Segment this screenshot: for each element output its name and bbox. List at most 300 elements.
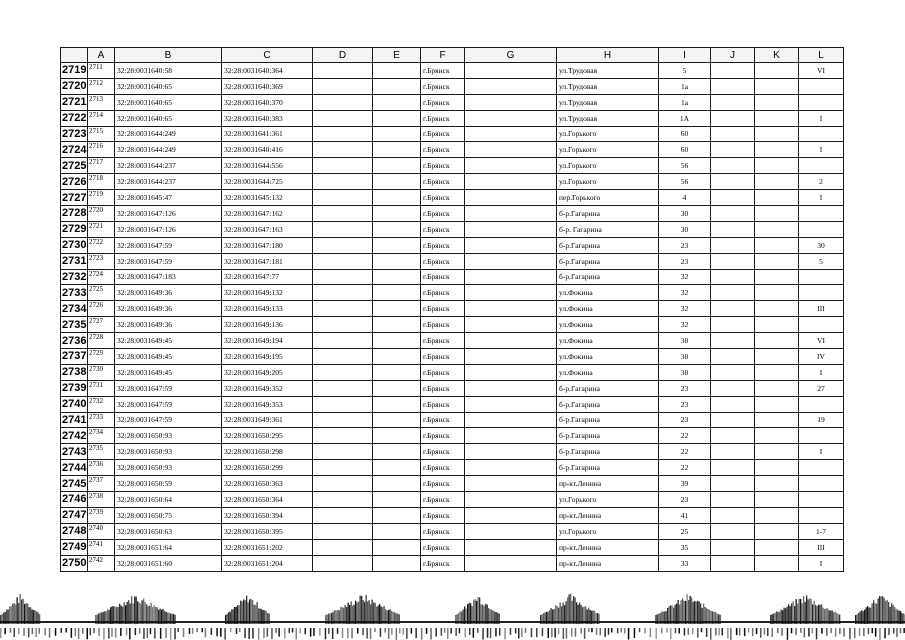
cell-f[interactable]: г.Брянск bbox=[421, 269, 465, 285]
cell-f[interactable]: г.Брянск bbox=[421, 317, 465, 333]
cell-l[interactable]: 1-7 bbox=[799, 523, 844, 539]
cell-d[interactable] bbox=[313, 428, 373, 444]
cell-g[interactable] bbox=[465, 126, 557, 142]
cell-c[interactable]: 32:28:0031645:132 bbox=[222, 190, 313, 206]
cell-i[interactable]: 23 bbox=[659, 492, 711, 508]
cell-k[interactable] bbox=[755, 317, 799, 333]
cell-a[interactable]: 2717 bbox=[88, 158, 115, 174]
cell-d[interactable] bbox=[313, 63, 373, 79]
cell-g[interactable] bbox=[465, 253, 557, 269]
cell-f[interactable]: г.Брянск bbox=[421, 63, 465, 79]
cell-d[interactable] bbox=[313, 412, 373, 428]
cell-h[interactable]: б-р.Гагарина bbox=[557, 396, 659, 412]
row-number[interactable]: 2724 bbox=[62, 143, 87, 156]
cell-b[interactable]: 32:28:0031644:249 bbox=[115, 142, 222, 158]
cell-l[interactable]: VI bbox=[799, 333, 844, 349]
cell-g[interactable] bbox=[465, 190, 557, 206]
cell-b[interactable]: 32:28:0031649:45 bbox=[115, 349, 222, 365]
cell-l[interactable]: I bbox=[799, 142, 844, 158]
cell-c[interactable]: 32:28:0031650:295 bbox=[222, 428, 313, 444]
cell-h[interactable]: пр-кт.Ленина bbox=[557, 507, 659, 523]
cell-d[interactable] bbox=[313, 253, 373, 269]
cell-c[interactable]: 32:28:0031649:132 bbox=[222, 285, 313, 301]
cell-g[interactable] bbox=[465, 110, 557, 126]
cell-e[interactable] bbox=[373, 237, 421, 253]
cell-h[interactable]: б-р.Гагарина bbox=[557, 460, 659, 476]
cell-b[interactable]: 32:28:0031651:64 bbox=[115, 539, 222, 555]
cell-d[interactable] bbox=[313, 507, 373, 523]
cell-k[interactable] bbox=[755, 190, 799, 206]
cell-d[interactable] bbox=[313, 110, 373, 126]
row-number[interactable]: 2730 bbox=[62, 239, 87, 252]
cell-h[interactable]: б-р.Гагарина bbox=[557, 237, 659, 253]
cell-g[interactable] bbox=[465, 237, 557, 253]
cell-l[interactable] bbox=[799, 221, 844, 237]
cell-d[interactable] bbox=[313, 285, 373, 301]
cell-i[interactable]: 23 bbox=[659, 253, 711, 269]
cell-c[interactable]: 32:28:0031650:299 bbox=[222, 460, 313, 476]
cell-h[interactable]: ул.Фокина bbox=[557, 333, 659, 349]
row-number[interactable]: 2734 bbox=[62, 302, 87, 315]
cell-h[interactable]: б-р.Гагарина bbox=[557, 428, 659, 444]
column-header-h[interactable]: H bbox=[557, 48, 659, 63]
cell-e[interactable] bbox=[373, 428, 421, 444]
cell-b[interactable]: 32:28:0031650:93 bbox=[115, 444, 222, 460]
cell-j[interactable] bbox=[711, 190, 755, 206]
cell-h[interactable]: б-р. Гагарина bbox=[557, 221, 659, 237]
cell-e[interactable] bbox=[373, 174, 421, 190]
cell-b[interactable]: 32:28:0031640:65 bbox=[115, 78, 222, 94]
cell-f[interactable]: г.Брянск bbox=[421, 285, 465, 301]
cell-j[interactable] bbox=[711, 158, 755, 174]
cell-e[interactable] bbox=[373, 492, 421, 508]
cell-h[interactable]: ул.Фокина bbox=[557, 301, 659, 317]
cell-c[interactable]: 32:28:0031651:202 bbox=[222, 539, 313, 555]
cell-f[interactable]: г.Брянск bbox=[421, 333, 465, 349]
cell-b[interactable]: 32:28:0031650:63 bbox=[115, 523, 222, 539]
cell-l[interactable] bbox=[799, 396, 844, 412]
cell-i[interactable]: 4 bbox=[659, 190, 711, 206]
cell-l[interactable]: IV bbox=[799, 349, 844, 365]
cell-e[interactable] bbox=[373, 539, 421, 555]
cell-c[interactable]: 32:28:0031641:361 bbox=[222, 126, 313, 142]
cell-h[interactable]: б-р.Гагарина bbox=[557, 253, 659, 269]
cell-a[interactable]: 2729 bbox=[88, 349, 115, 365]
cell-k[interactable] bbox=[755, 428, 799, 444]
cell-j[interactable] bbox=[711, 317, 755, 333]
cell-b[interactable]: 32:28:0031647:59 bbox=[115, 237, 222, 253]
cell-k[interactable] bbox=[755, 63, 799, 79]
cell-a[interactable]: 2724 bbox=[88, 269, 115, 285]
cell-l[interactable]: 5 bbox=[799, 253, 844, 269]
cell-h[interactable]: ул.Фокина bbox=[557, 317, 659, 333]
cell-h[interactable]: ул.Горького bbox=[557, 158, 659, 174]
cell-e[interactable] bbox=[373, 206, 421, 222]
row-number[interactable]: 2742 bbox=[62, 429, 87, 442]
cell-g[interactable] bbox=[465, 460, 557, 476]
cell-i[interactable]: 32 bbox=[659, 317, 711, 333]
cell-c[interactable]: 32:28:0031649:352 bbox=[222, 380, 313, 396]
cell-c[interactable]: 32:28:0031640:416 bbox=[222, 142, 313, 158]
cell-j[interactable] bbox=[711, 364, 755, 380]
cell-h[interactable]: ул.Горького bbox=[557, 126, 659, 142]
cell-l[interactable]: 2 bbox=[799, 174, 844, 190]
cell-i[interactable]: 30 bbox=[659, 221, 711, 237]
cell-j[interactable] bbox=[711, 78, 755, 94]
cell-c[interactable]: 32:28:0031647:180 bbox=[222, 237, 313, 253]
cell-a[interactable]: 2713 bbox=[88, 94, 115, 110]
cell-c[interactable]: 32:28:0031647:77 bbox=[222, 269, 313, 285]
cell-j[interactable] bbox=[711, 126, 755, 142]
cell-d[interactable] bbox=[313, 476, 373, 492]
cell-c[interactable]: 32:28:0031650:364 bbox=[222, 492, 313, 508]
cell-k[interactable] bbox=[755, 333, 799, 349]
cell-g[interactable] bbox=[465, 174, 557, 190]
cell-e[interactable] bbox=[373, 126, 421, 142]
row-number[interactable]: 2747 bbox=[62, 509, 87, 522]
row-number[interactable]: 2745 bbox=[62, 477, 87, 490]
cell-d[interactable] bbox=[313, 301, 373, 317]
cell-j[interactable] bbox=[711, 428, 755, 444]
cell-b[interactable]: 32:28:0031650:93 bbox=[115, 460, 222, 476]
cell-b[interactable]: 32:28:0031647:59 bbox=[115, 412, 222, 428]
cell-b[interactable]: 32:28:0031649:36 bbox=[115, 285, 222, 301]
cell-f[interactable]: г.Брянск bbox=[421, 94, 465, 110]
cell-k[interactable] bbox=[755, 253, 799, 269]
cell-c[interactable]: 32:28:0031650:394 bbox=[222, 507, 313, 523]
cell-g[interactable] bbox=[465, 221, 557, 237]
cell-a[interactable]: 2714 bbox=[88, 110, 115, 126]
cell-l[interactable] bbox=[799, 460, 844, 476]
cell-i[interactable]: 38 bbox=[659, 349, 711, 365]
cell-k[interactable] bbox=[755, 78, 799, 94]
cell-j[interactable] bbox=[711, 396, 755, 412]
cell-b[interactable]: 32:28:0031649:45 bbox=[115, 364, 222, 380]
column-header-g[interactable]: G bbox=[465, 48, 557, 63]
cell-e[interactable] bbox=[373, 555, 421, 571]
cell-a[interactable]: 2736 bbox=[88, 460, 115, 476]
row-number[interactable]: 2721 bbox=[62, 96, 87, 109]
cell-a[interactable]: 2715 bbox=[88, 126, 115, 142]
cell-b[interactable]: 32:28:0031649:36 bbox=[115, 317, 222, 333]
cell-l[interactable]: 19 bbox=[799, 412, 844, 428]
row-number[interactable]: 2725 bbox=[62, 159, 87, 172]
row-number[interactable]: 2727 bbox=[62, 191, 87, 204]
cell-l[interactable] bbox=[799, 476, 844, 492]
cell-b[interactable]: 32:28:0031644:237 bbox=[115, 174, 222, 190]
cell-a[interactable]: 2740 bbox=[88, 523, 115, 539]
cell-j[interactable] bbox=[711, 349, 755, 365]
cell-e[interactable] bbox=[373, 142, 421, 158]
cell-j[interactable] bbox=[711, 110, 755, 126]
row-number[interactable]: 2720 bbox=[62, 80, 87, 93]
cell-i[interactable]: 22 bbox=[659, 460, 711, 476]
cell-k[interactable] bbox=[755, 206, 799, 222]
cell-j[interactable] bbox=[711, 444, 755, 460]
cell-k[interactable] bbox=[755, 221, 799, 237]
row-number[interactable]: 2750 bbox=[62, 557, 87, 570]
cell-e[interactable] bbox=[373, 158, 421, 174]
cell-b[interactable]: 32:28:0031650:59 bbox=[115, 476, 222, 492]
cell-a[interactable]: 2718 bbox=[88, 174, 115, 190]
cell-l[interactable]: I bbox=[799, 364, 844, 380]
cell-d[interactable] bbox=[313, 174, 373, 190]
cell-l[interactable]: I bbox=[799, 190, 844, 206]
row-number[interactable]: 2749 bbox=[62, 541, 87, 554]
row-number[interactable]: 2728 bbox=[62, 207, 87, 220]
cell-a[interactable]: 2720 bbox=[88, 206, 115, 222]
cell-f[interactable]: г.Брянск bbox=[421, 78, 465, 94]
cell-d[interactable] bbox=[313, 380, 373, 396]
cell-k[interactable] bbox=[755, 412, 799, 428]
cell-j[interactable] bbox=[711, 476, 755, 492]
cell-i[interactable]: 33 bbox=[659, 555, 711, 571]
cell-c[interactable]: 32:28:0031649:136 bbox=[222, 317, 313, 333]
row-number[interactable]: 2736 bbox=[62, 334, 87, 347]
cell-i[interactable]: 1А bbox=[659, 110, 711, 126]
cell-c[interactable]: 32:28:0031647:162 bbox=[222, 206, 313, 222]
cell-e[interactable] bbox=[373, 460, 421, 476]
cell-i[interactable]: 23 bbox=[659, 380, 711, 396]
cell-k[interactable] bbox=[755, 174, 799, 190]
cell-g[interactable] bbox=[465, 539, 557, 555]
cell-i[interactable]: 5 bbox=[659, 63, 711, 79]
cell-f[interactable]: г.Брянск bbox=[421, 476, 465, 492]
cell-c[interactable]: 32:28:0031650:363 bbox=[222, 476, 313, 492]
cell-a[interactable]: 2741 bbox=[88, 539, 115, 555]
cell-e[interactable] bbox=[373, 221, 421, 237]
row-number[interactable]: 2743 bbox=[62, 445, 87, 458]
row-number[interactable]: 2726 bbox=[62, 175, 87, 188]
cell-f[interactable]: г.Брянск bbox=[421, 126, 465, 142]
cell-b[interactable]: 32:28:0031640:65 bbox=[115, 110, 222, 126]
cell-b[interactable]: 32:28:0031645:47 bbox=[115, 190, 222, 206]
cell-i[interactable]: 39 bbox=[659, 476, 711, 492]
cell-g[interactable] bbox=[465, 63, 557, 79]
cell-k[interactable] bbox=[755, 555, 799, 571]
cell-c[interactable]: 32:28:0031647:181 bbox=[222, 253, 313, 269]
cell-i[interactable]: 1а bbox=[659, 78, 711, 94]
cell-l[interactable]: III bbox=[799, 539, 844, 555]
cell-i[interactable]: 22 bbox=[659, 444, 711, 460]
cell-e[interactable] bbox=[373, 317, 421, 333]
cell-h[interactable]: б-р.Гагарина bbox=[557, 269, 659, 285]
column-header-d[interactable]: D bbox=[313, 48, 373, 63]
cell-b[interactable]: 32:28:0031650:75 bbox=[115, 507, 222, 523]
cell-i[interactable]: 25 bbox=[659, 523, 711, 539]
cell-g[interactable] bbox=[465, 428, 557, 444]
cell-g[interactable] bbox=[465, 523, 557, 539]
cell-a[interactable]: 2735 bbox=[88, 444, 115, 460]
cell-l[interactable] bbox=[799, 206, 844, 222]
cell-e[interactable] bbox=[373, 285, 421, 301]
cell-k[interactable] bbox=[755, 364, 799, 380]
cell-i[interactable]: 23 bbox=[659, 412, 711, 428]
cell-k[interactable] bbox=[755, 539, 799, 555]
cell-d[interactable] bbox=[313, 460, 373, 476]
cell-k[interactable] bbox=[755, 285, 799, 301]
cell-d[interactable] bbox=[313, 206, 373, 222]
row-number[interactable]: 2741 bbox=[62, 414, 87, 427]
cell-i[interactable]: 60 bbox=[659, 142, 711, 158]
cell-i[interactable]: 30 bbox=[659, 206, 711, 222]
cell-f[interactable]: г.Брянск bbox=[421, 158, 465, 174]
cell-f[interactable]: г.Брянск bbox=[421, 206, 465, 222]
cell-c[interactable]: 32:28:0031640:383 bbox=[222, 110, 313, 126]
cell-f[interactable]: г.Брянск bbox=[421, 349, 465, 365]
cell-c[interactable]: 32:28:0031649:194 bbox=[222, 333, 313, 349]
cell-a[interactable]: 2723 bbox=[88, 253, 115, 269]
cell-f[interactable]: г.Брянск bbox=[421, 396, 465, 412]
cell-h[interactable]: б-р.Гагарина bbox=[557, 412, 659, 428]
cell-j[interactable] bbox=[711, 380, 755, 396]
cell-f[interactable]: г.Брянск bbox=[421, 221, 465, 237]
cell-a[interactable]: 2742 bbox=[88, 555, 115, 571]
cell-k[interactable] bbox=[755, 301, 799, 317]
cell-k[interactable] bbox=[755, 380, 799, 396]
cell-k[interactable] bbox=[755, 444, 799, 460]
cell-c[interactable]: 32:28:0031649:353 bbox=[222, 396, 313, 412]
cell-g[interactable] bbox=[465, 94, 557, 110]
cell-j[interactable] bbox=[711, 539, 755, 555]
cell-d[interactable] bbox=[313, 444, 373, 460]
cell-b[interactable]: 32:28:0031650:93 bbox=[115, 428, 222, 444]
cell-e[interactable] bbox=[373, 507, 421, 523]
cell-a[interactable]: 2731 bbox=[88, 380, 115, 396]
cell-g[interactable] bbox=[465, 507, 557, 523]
cell-a[interactable]: 2726 bbox=[88, 301, 115, 317]
cell-a[interactable]: 2716 bbox=[88, 142, 115, 158]
cell-f[interactable]: г.Брянск bbox=[421, 444, 465, 460]
cell-d[interactable] bbox=[313, 539, 373, 555]
cell-l[interactable] bbox=[799, 428, 844, 444]
cell-d[interactable] bbox=[313, 126, 373, 142]
cell-g[interactable] bbox=[465, 333, 557, 349]
cell-e[interactable] bbox=[373, 349, 421, 365]
cell-f[interactable]: г.Брянск bbox=[421, 110, 465, 126]
cell-j[interactable] bbox=[711, 460, 755, 476]
cell-g[interactable] bbox=[465, 444, 557, 460]
cell-g[interactable] bbox=[465, 206, 557, 222]
cell-e[interactable] bbox=[373, 396, 421, 412]
cell-l[interactable] bbox=[799, 317, 844, 333]
cell-d[interactable] bbox=[313, 396, 373, 412]
cell-l[interactable]: I bbox=[799, 444, 844, 460]
cell-b[interactable]: 32:28:0031649:45 bbox=[115, 333, 222, 349]
cell-j[interactable] bbox=[711, 555, 755, 571]
cell-j[interactable] bbox=[711, 174, 755, 190]
cell-e[interactable] bbox=[373, 380, 421, 396]
cell-l[interactable] bbox=[799, 126, 844, 142]
column-header-j[interactable]: J bbox=[711, 48, 755, 63]
cell-g[interactable] bbox=[465, 364, 557, 380]
column-header-e[interactable]: E bbox=[373, 48, 421, 63]
cell-a[interactable]: 2733 bbox=[88, 412, 115, 428]
cell-c[interactable]: 32:28:0031650:298 bbox=[222, 444, 313, 460]
cell-b[interactable]: 32:28:0031647:59 bbox=[115, 253, 222, 269]
cell-c[interactable]: 32:28:0031651:204 bbox=[222, 555, 313, 571]
cell-j[interactable] bbox=[711, 412, 755, 428]
cell-b[interactable]: 32:28:0031651:60 bbox=[115, 555, 222, 571]
cell-d[interactable] bbox=[313, 78, 373, 94]
cell-c[interactable]: 32:28:0031649:195 bbox=[222, 349, 313, 365]
cell-d[interactable] bbox=[313, 269, 373, 285]
row-number[interactable]: 2748 bbox=[62, 525, 87, 538]
cell-f[interactable]: г.Брянск bbox=[421, 301, 465, 317]
cell-i[interactable]: 35 bbox=[659, 539, 711, 555]
cell-e[interactable] bbox=[373, 94, 421, 110]
row-number[interactable]: 2744 bbox=[62, 461, 87, 474]
cell-c[interactable]: 32:28:0031649:205 bbox=[222, 364, 313, 380]
cell-i[interactable]: 22 bbox=[659, 428, 711, 444]
row-number[interactable]: 2733 bbox=[62, 286, 87, 299]
cell-j[interactable] bbox=[711, 269, 755, 285]
cell-f[interactable]: г.Брянск bbox=[421, 237, 465, 253]
cell-l[interactable] bbox=[799, 269, 844, 285]
cell-d[interactable] bbox=[313, 333, 373, 349]
cell-a[interactable]: 2739 bbox=[88, 507, 115, 523]
cell-g[interactable] bbox=[465, 78, 557, 94]
cell-e[interactable] bbox=[373, 63, 421, 79]
cell-e[interactable] bbox=[373, 190, 421, 206]
cell-e[interactable] bbox=[373, 301, 421, 317]
row-number[interactable]: 2729 bbox=[62, 223, 87, 236]
cell-g[interactable] bbox=[465, 412, 557, 428]
cell-i[interactable]: 56 bbox=[659, 158, 711, 174]
cell-g[interactable] bbox=[465, 555, 557, 571]
cell-a[interactable]: 2711 bbox=[88, 63, 115, 79]
cell-k[interactable] bbox=[755, 492, 799, 508]
cell-h[interactable]: б-р.Гагарина bbox=[557, 206, 659, 222]
cell-a[interactable]: 2738 bbox=[88, 492, 115, 508]
cell-h[interactable]: ул.Фокина bbox=[557, 285, 659, 301]
cell-h[interactable]: ул.Фокина bbox=[557, 364, 659, 380]
cell-f[interactable]: г.Брянск bbox=[421, 492, 465, 508]
row-number[interactable]: 2746 bbox=[62, 493, 87, 506]
cell-l[interactable] bbox=[799, 158, 844, 174]
column-header-f[interactable]: F bbox=[421, 48, 465, 63]
cell-g[interactable] bbox=[465, 158, 557, 174]
cell-g[interactable] bbox=[465, 301, 557, 317]
cell-d[interactable] bbox=[313, 364, 373, 380]
cell-f[interactable]: г.Брянск bbox=[421, 412, 465, 428]
cell-c[interactable]: 32:28:0031644:725 bbox=[222, 174, 313, 190]
cell-e[interactable] bbox=[373, 333, 421, 349]
cell-i[interactable]: 56 bbox=[659, 174, 711, 190]
row-number[interactable]: 2740 bbox=[62, 398, 87, 411]
cell-b[interactable]: 32:28:0031650:64 bbox=[115, 492, 222, 508]
cell-h[interactable]: ул.Горького bbox=[557, 174, 659, 190]
cell-j[interactable] bbox=[711, 253, 755, 269]
row-number[interactable]: 2737 bbox=[62, 350, 87, 363]
cell-l[interactable]: 27 bbox=[799, 380, 844, 396]
cell-e[interactable] bbox=[373, 412, 421, 428]
cell-e[interactable] bbox=[373, 364, 421, 380]
row-number[interactable]: 2732 bbox=[62, 271, 87, 284]
cell-c[interactable]: 32:28:0031649:133 bbox=[222, 301, 313, 317]
cell-c[interactable]: 32:28:0031649:361 bbox=[222, 412, 313, 428]
cell-b[interactable]: 32:28:0031640:65 bbox=[115, 94, 222, 110]
cell-k[interactable] bbox=[755, 158, 799, 174]
cell-h[interactable]: пер.Горького bbox=[557, 190, 659, 206]
column-header-i[interactable]: I bbox=[659, 48, 711, 63]
cell-a[interactable]: 2732 bbox=[88, 396, 115, 412]
cell-j[interactable] bbox=[711, 333, 755, 349]
cell-i[interactable]: 23 bbox=[659, 237, 711, 253]
cell-k[interactable] bbox=[755, 349, 799, 365]
cell-g[interactable] bbox=[465, 349, 557, 365]
cell-a[interactable]: 2730 bbox=[88, 364, 115, 380]
